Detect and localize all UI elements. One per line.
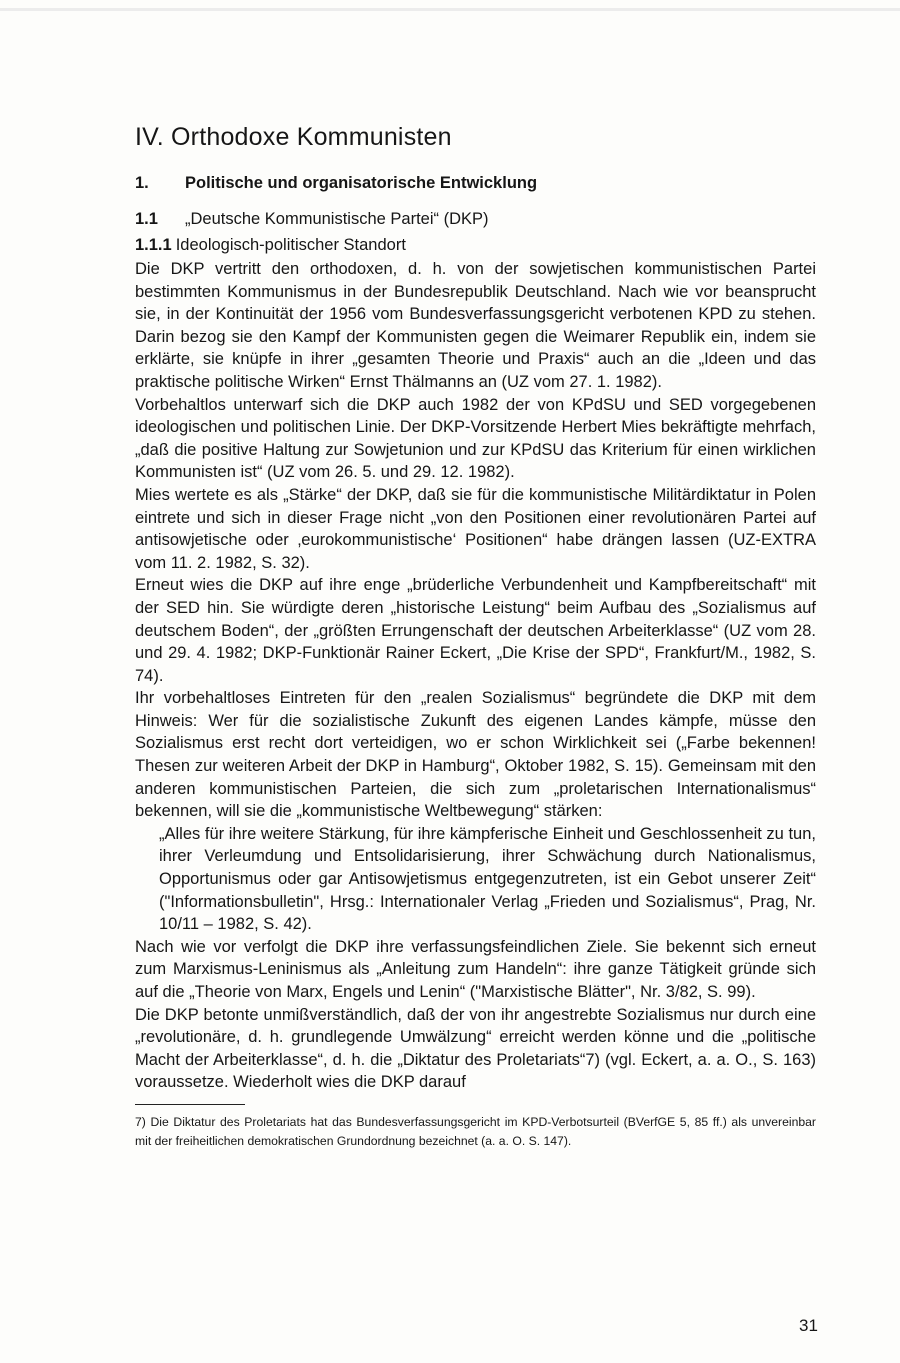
subsubsection-title: Ideologisch-politischer Standort	[175, 236, 406, 254]
footnote-separator	[135, 1104, 245, 1106]
chapter-heading: IV. Orthodoxe Kommunisten	[135, 123, 452, 151]
top-edge-rule	[0, 8, 900, 11]
page-number: 31	[799, 1316, 818, 1335]
section-title: Politische und organisatorische Entwicklung	[185, 174, 538, 192]
document-page	[135, 122, 816, 1151]
paragraph: Ihr vorbehaltloses Eintreten für den „realen Sozialismus“ begründete die DKP mit dem Hinweis: Wer für die sozialistische Zukunft des eigenen Landes kämpfe, müsse den Sozialismus erst recht dort verteidigen, wo er schon Wirklichkeit sei („Farbe bekennen! Thesen zur weiteren Arbeit der DKP in Hamburg“, Oktober 1982, S. 15). Gemeinsam mit den anderen kommunistischen Parteien, die sich zum „proletarischen Internationalismus“ bekennen, will sie die „kommunistische Weltbewegung“ stärken:	[135, 689, 816, 821]
subsection-title: „Deutsche Kommunistische Partei“ (DKP)	[185, 210, 489, 228]
subsubsection-heading	[135, 234, 816, 256]
subsection-number: 1.1	[135, 210, 158, 228]
section-heading	[135, 172, 816, 194]
subsubsection-number: 1.1.1	[135, 236, 172, 254]
footnote: 7) Die Diktatur des Proletariats hat das Bundesverfassungsgericht im KPD-Verbotsurteil (BVerfGE 5, 85 ff.) als unvereinbar mit der freiheitlichen demokratischen Grundordnung bezeichnet (a. a. O. S. 147).	[135, 1115, 816, 1149]
paragraph: Die DKP vertritt den orthodoxen, d. h. von der sowjetischen kommunistischen Partei bestimmten Kommunismus in der Bundesrepublik Deutschland. Nach wie vor beansprucht sie, in der Kontinuität der 1956 vom Bundesverfassungsgericht verbotenen KPD zu stehen. Darin bezog sie den Kampf der Kommunisten gegen die Weimarer Republik ein, indem sie erklärte, sie knüpfe in ihrer „gesamten Theorie und Praxis“ auch an die „Ideen und das praktische politische Wirken“ Ernst Thälmanns an (UZ vom 27. 1. 1982).	[135, 260, 816, 391]
paragraph: Nach wie vor verfolgt die DKP ihre verfassungsfeindlichen Ziele. Sie bekennt sich erneut zum Marxismus-Leninismus als „Anleitung zum Handeln“: ihre ganze Tätigkeit gründe sich auf die „Theorie von Marx, Engels und Lenin“ ("Marxistische Blätter", Nr. 3/82, S. 99).	[135, 937, 816, 1001]
paragraph: Vorbehaltlos unterwarf sich die DKP auch 1982 der von KPdSU und SED vorgegebenen ideologischen und politischen Linie. Der DKP-Vorsitzende Herbert Mies bekräftigte mehrfach, „daß die positive Haltung zur Sowjetunion und zur KPdSU das Kriterium für einen wirklichen Kommunisten ist“ (UZ vom 26. 5. und 29. 12. 1982).	[135, 395, 816, 482]
paragraph: Die DKP betonte unmißverständlich, daß der von ihr angestrebte Sozialismus nur durch eine „revolutionäre, d. h. grundlegende Umwälzung“ erreicht werden könne und die „politische Macht der Arbeiterklasse“, d. h. die „Diktatur des Proletariats“7) (vgl. Eckert, a. a. O., S. 163) voraussetze. Wiederholt wies die DKP darauf	[135, 1005, 816, 1092]
paragraph: Mies wertete es als „Stärke“ der DKP, daß sie für die kommunistische Militärdiktatur in Polen eintrete und sich in dieser Frage nicht „von den Positionen einer revolutionären Partei auf antisowjetische oder ‚eurokommunistische‘ Positionen“ habe drängen lassen (UZ-EXTRA vom 11. 2. 1982, S. 32).	[135, 485, 816, 572]
body-text	[135, 258, 816, 1094]
subsection-heading	[135, 208, 816, 230]
section-number: 1.	[135, 174, 149, 192]
paragraph: Erneut wies die DKP auf ihre enge „brüderliche Verbundenheit und Kampfbereitschaft“ mit der SED hin. Sie würdigte deren „historische Leistung“ beim Aufbau des „Sozialismus auf deutschem Boden“, der „größten Errungenschaft der deutschen Arbeiterklasse“ (UZ vom 28. und 29. 4. 1982; DKP-Funktionär Rainer Eckert, „Die Krise der SPD“, Frankfurt/M., 1982, S. 74).	[135, 576, 816, 685]
block-quote: „Alles für ihre weitere Stärkung, für ihre kämpferische Einheit und Geschlossenheit zu tun, ihrer Verleumdung und Entsolidarisierung, ihrer Schwächung durch Nationalismus, Opportunismus oder gar Antisowjetismus entgegenzutreten, ist ein Gebot unserer Zeit“ ("Informationsbulletin", Hrsg.: Internationaler Verlag „Frieden und Sozialismus“, Prag, Nr. 10/11 – 1982, S. 42).	[159, 824, 816, 934]
